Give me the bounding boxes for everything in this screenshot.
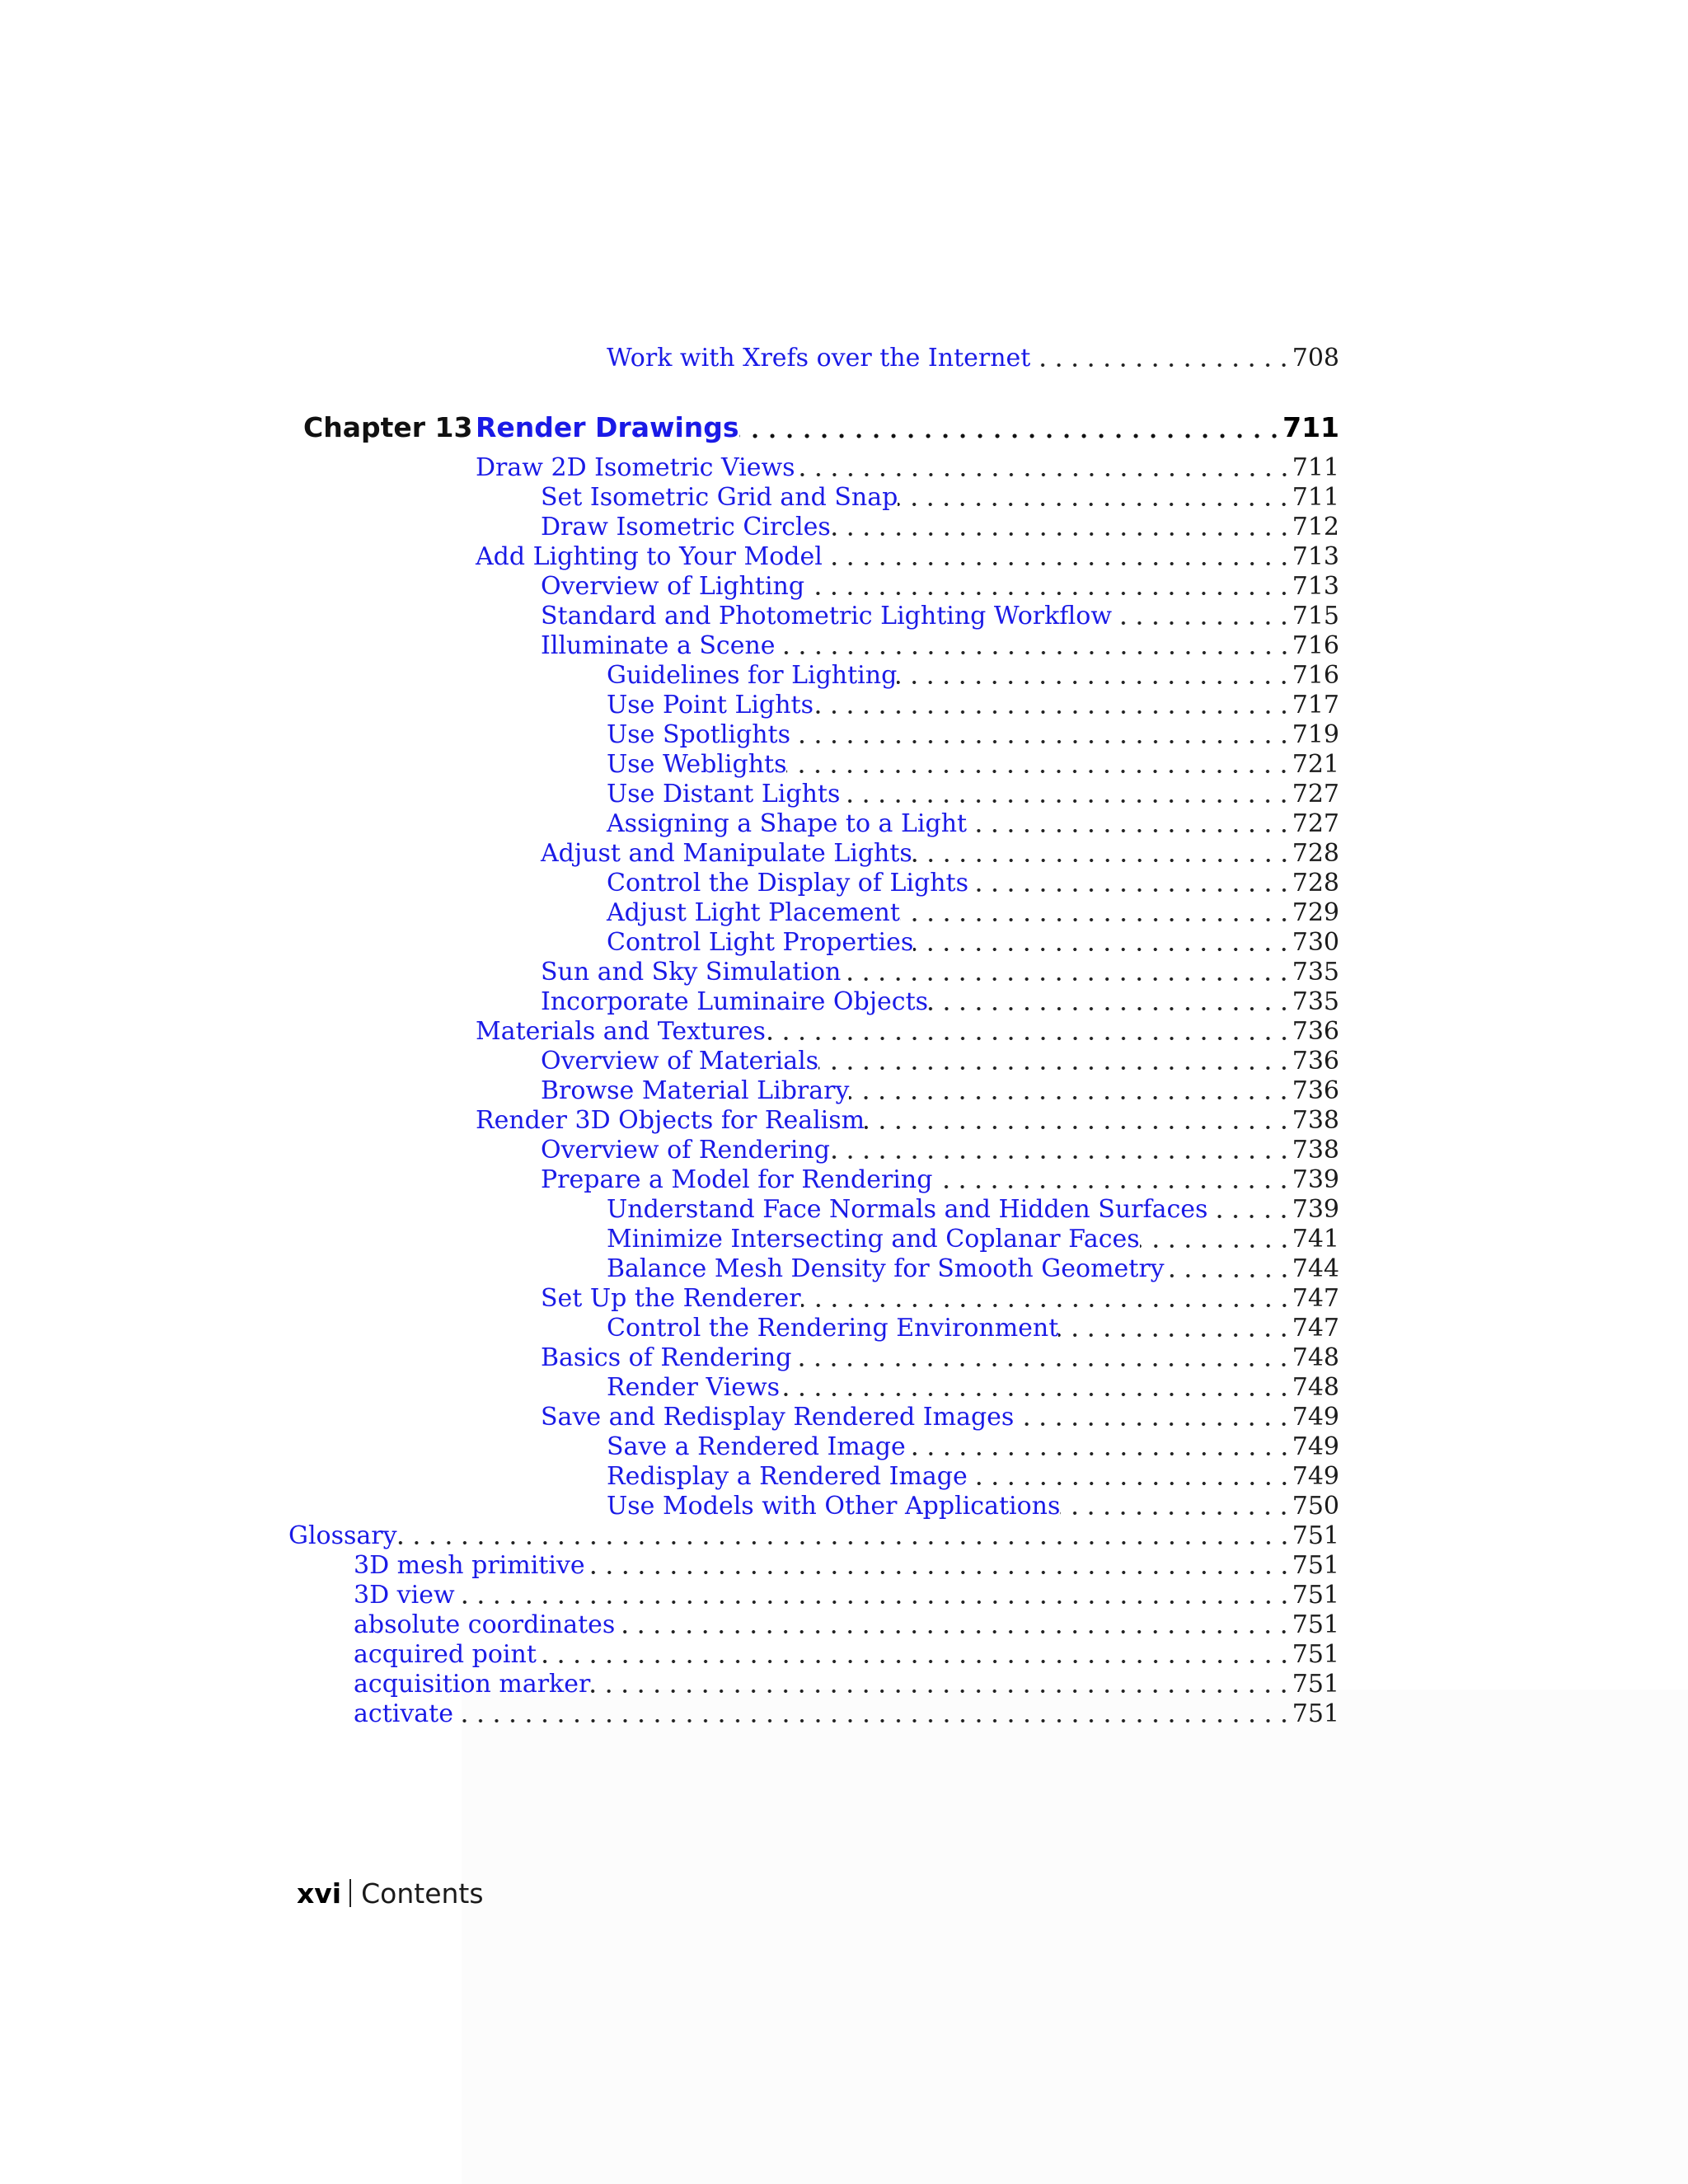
toc-entry-title: Draw Isometric Circles bbox=[541, 513, 831, 541]
toc-entry-page: 730 bbox=[1292, 928, 1339, 957]
toc-entry-title: Browse Material Library bbox=[541, 1076, 850, 1105]
toc-entry[interactable] bbox=[607, 809, 1339, 839]
toc-entry-title: Redisplay a Rendered Image bbox=[607, 1462, 968, 1491]
toc-entry[interactable] bbox=[476, 542, 1339, 572]
toc-entry-title: Render Views bbox=[607, 1373, 781, 1402]
toc-leader-dots bbox=[1112, 602, 1292, 631]
toc-entry-title: Use Models with Other Applications bbox=[607, 1492, 1061, 1521]
toc-entry-title: Incorporate Luminaire Objects bbox=[541, 987, 929, 1016]
toc-entry-page: 717 bbox=[1292, 691, 1339, 719]
glossary-entry-title: acquired point bbox=[354, 1640, 537, 1669]
toc-leader-dots bbox=[455, 1581, 1292, 1610]
toc-entry[interactable] bbox=[541, 1284, 1339, 1314]
toc-entry-page: 736 bbox=[1292, 1017, 1339, 1046]
toc-leader-dots bbox=[849, 1076, 1292, 1106]
toc-leader-dots bbox=[776, 631, 1292, 661]
toc-leader-dots bbox=[968, 869, 1292, 898]
toc-entry-page: 713 bbox=[1292, 572, 1339, 601]
toc-entry-page: 715 bbox=[1292, 602, 1339, 630]
toc-entry[interactable] bbox=[541, 839, 1339, 869]
toc-entry-page: 735 bbox=[1292, 958, 1339, 987]
toc-entry-page: 750 bbox=[1292, 1492, 1339, 1521]
toc-entry[interactable] bbox=[607, 1225, 1339, 1254]
toc-entry-title: Adjust and Manipulate Lights bbox=[541, 839, 912, 868]
toc-leader-dots bbox=[585, 1551, 1292, 1581]
glossary-entry[interactable] bbox=[354, 1640, 1339, 1670]
toc-entry-page: 747 bbox=[1292, 1314, 1339, 1343]
toc-entry-title: Overview of Rendering bbox=[541, 1136, 830, 1165]
toc-entry[interactable] bbox=[541, 1076, 1339, 1106]
toc-entry[interactable] bbox=[607, 1462, 1339, 1492]
glossary-entry-page: 751 bbox=[1292, 1670, 1339, 1699]
chapter-title-render-drawings[interactable] bbox=[476, 411, 1339, 444]
toc-entry[interactable] bbox=[476, 1017, 1339, 1047]
toc-entry-page: 728 bbox=[1292, 869, 1339, 898]
toc-leader-dots bbox=[1014, 1403, 1292, 1432]
footer-separator bbox=[349, 1879, 351, 1907]
toc-entry-page: 713 bbox=[1292, 542, 1339, 571]
toc-leader-dots bbox=[590, 1670, 1292, 1699]
toc-entry-title: Standard and Photometric Lighting Workflow bbox=[541, 602, 1113, 630]
toc-leader-dots bbox=[1140, 1225, 1292, 1254]
toc-entry[interactable] bbox=[607, 928, 1339, 958]
toc-entry-title: Overview of Materials bbox=[541, 1047, 819, 1076]
toc-entry-title: Materials and Textures bbox=[476, 1017, 766, 1046]
footer-section-label: Contents bbox=[361, 1877, 484, 1910]
toc-entry-glossary[interactable] bbox=[288, 1521, 1339, 1551]
toc-entry-page: 747 bbox=[1292, 1284, 1339, 1313]
glossary-entry-page: 751 bbox=[1292, 1640, 1339, 1669]
toc-entry-title: Save and Redisplay Rendered Images bbox=[541, 1403, 1015, 1432]
toc-leader-dots bbox=[900, 898, 1292, 928]
toc-entry-page: 727 bbox=[1292, 809, 1339, 838]
toc-entry[interactable] bbox=[607, 1195, 1339, 1225]
toc-leader-dots bbox=[814, 691, 1292, 720]
toc-entry[interactable] bbox=[541, 1343, 1339, 1373]
toc-entry-page: 736 bbox=[1292, 1047, 1339, 1076]
toc-entry-title: Use Spotlights bbox=[607, 720, 791, 749]
toc-entry-title: Save a Rendered Image bbox=[607, 1432, 906, 1461]
toc-entry[interactable] bbox=[607, 720, 1339, 750]
toc-entry[interactable] bbox=[607, 1314, 1339, 1343]
toc-leader-dots bbox=[791, 1343, 1292, 1373]
toc-entry-page: 744 bbox=[1292, 1254, 1339, 1283]
toc-entry-title: Overview of Lighting bbox=[541, 572, 805, 601]
toc-entry-title: Assigning a Shape to a Light bbox=[607, 809, 968, 838]
glossary-entry-page: 751 bbox=[1292, 1581, 1339, 1610]
glossary-entry[interactable] bbox=[354, 1699, 1339, 1729]
glossary-entry[interactable] bbox=[354, 1581, 1339, 1610]
toc-entry-title: Add Lighting to Your Model bbox=[476, 542, 823, 571]
toc-leader-dots bbox=[739, 411, 1283, 444]
glossary-entry-page: 751 bbox=[1292, 1699, 1339, 1728]
toc-entry[interactable] bbox=[607, 898, 1339, 928]
toc-entry-title: Adjust Light Placement bbox=[607, 898, 900, 927]
toc-leader-dots bbox=[1058, 1314, 1292, 1343]
toc-leader-dots bbox=[1165, 1254, 1292, 1284]
toc-leader-dots bbox=[537, 1640, 1292, 1670]
toc-entry-page: 748 bbox=[1292, 1373, 1339, 1402]
toc-entry[interactable] bbox=[541, 987, 1339, 1017]
toc-leader-dots bbox=[453, 1699, 1292, 1729]
toc-entry-title: Use Point Lights bbox=[607, 691, 814, 719]
toc-leader-dots bbox=[823, 542, 1292, 572]
toc-leader-dots bbox=[912, 839, 1292, 869]
toc-entry[interactable] bbox=[607, 780, 1339, 809]
toc-entry-title: Render 3D Objects for Realism bbox=[476, 1106, 865, 1135]
chapter-label: Chapter 13 bbox=[303, 411, 473, 443]
glossary-entry-title: 3D view bbox=[354, 1581, 455, 1610]
toc-leader-dots bbox=[841, 958, 1292, 987]
toc-entry[interactable] bbox=[541, 958, 1339, 987]
glossary-entry-title: 3D mesh primitive bbox=[354, 1551, 585, 1580]
toc-entry-page: 739 bbox=[1292, 1195, 1339, 1224]
toc-entry-page: 721 bbox=[1292, 750, 1339, 779]
toc-entry[interactable] bbox=[607, 1254, 1339, 1284]
toc-entry-page: 729 bbox=[1292, 898, 1339, 927]
toc-entry-xrefs-internet[interactable] bbox=[607, 344, 1339, 373]
toc-leader-dots bbox=[913, 928, 1292, 958]
toc-entry[interactable] bbox=[541, 1047, 1339, 1076]
toc-leader-dots bbox=[818, 1047, 1292, 1076]
toc-leader-dots bbox=[897, 661, 1292, 691]
toc-entry-page: 749 bbox=[1292, 1462, 1339, 1491]
glossary-entry-title: acquisition marker bbox=[354, 1670, 591, 1699]
toc-entry-title: Control Light Properties bbox=[607, 928, 914, 957]
glossary-entry[interactable] bbox=[354, 1610, 1339, 1640]
toc-leader-dots bbox=[1207, 1195, 1292, 1225]
toc-entry[interactable] bbox=[541, 602, 1339, 631]
toc-leader-dots bbox=[898, 483, 1292, 513]
toc-entry-page: 708 bbox=[1292, 344, 1339, 373]
toc-entry-page: 711 bbox=[1292, 453, 1339, 482]
toc-entry-page: 727 bbox=[1292, 780, 1339, 808]
toc-leader-dots bbox=[766, 1017, 1292, 1047]
toc-entry[interactable] bbox=[607, 661, 1339, 691]
toc-entry-page: 728 bbox=[1292, 839, 1339, 868]
toc-entry-title: Balance Mesh Density for Smooth Geometry bbox=[607, 1254, 1165, 1283]
toc-entry-page: 716 bbox=[1292, 631, 1339, 660]
toc-entry-page: 748 bbox=[1292, 1343, 1339, 1372]
toc-entry-title: Set Up the Renderer bbox=[541, 1284, 801, 1313]
toc-entry[interactable] bbox=[607, 1373, 1339, 1403]
toc-entry-title: Control the Rendering Environment bbox=[607, 1314, 1059, 1343]
toc-entry[interactable] bbox=[607, 750, 1339, 780]
footer-page-number: xvi bbox=[297, 1877, 342, 1910]
toc-entry-title: Work with Xrefs over the Internet bbox=[607, 344, 1031, 373]
chapter-title: Render Drawings bbox=[476, 411, 739, 443]
toc-entry[interactable] bbox=[541, 483, 1339, 513]
toc-entry-title: Use Weblights bbox=[607, 750, 787, 779]
toc-leader-dots bbox=[906, 1432, 1292, 1462]
toc-entry[interactable] bbox=[541, 572, 1339, 602]
toc-entry-page: 741 bbox=[1292, 1225, 1339, 1254]
toc-entry-title: Minimize Intersecting and Coplanar Faces bbox=[607, 1225, 1140, 1254]
toc-entry[interactable] bbox=[541, 631, 1339, 661]
toc-leader-dots bbox=[831, 513, 1292, 542]
page-footer bbox=[297, 1877, 484, 1910]
toc-entry-title: Control the Display of Lights bbox=[607, 869, 968, 898]
toc-entry[interactable] bbox=[476, 453, 1339, 483]
toc-entry-page: 716 bbox=[1292, 661, 1339, 690]
toc-entry-page: 749 bbox=[1292, 1403, 1339, 1432]
toc-entry[interactable] bbox=[541, 513, 1339, 542]
toc-entry[interactable] bbox=[476, 1106, 1339, 1136]
toc-leader-dots bbox=[967, 809, 1292, 839]
glossary-entry[interactable] bbox=[354, 1670, 1339, 1699]
toc-entry[interactable] bbox=[607, 691, 1339, 720]
toc-entry-title: Understand Face Normals and Hidden Surfaces bbox=[607, 1195, 1208, 1224]
toc-entry-title: Illuminate a Scene bbox=[541, 631, 776, 660]
toc-entry[interactable] bbox=[541, 1403, 1339, 1432]
toc-leader-dots bbox=[801, 1284, 1292, 1314]
toc-leader-dots bbox=[932, 1165, 1292, 1195]
toc-leader-dots bbox=[804, 572, 1292, 602]
toc-leader-dots bbox=[790, 720, 1292, 750]
toc-entry-page: 738 bbox=[1292, 1106, 1339, 1135]
toc-entry-page: 735 bbox=[1292, 987, 1339, 1016]
toc-entry-title: Use Distant Lights bbox=[607, 780, 841, 808]
toc-leader-dots bbox=[1060, 1492, 1292, 1521]
toc-leader-dots bbox=[1030, 344, 1292, 373]
toc-entry-title: Prepare a Model for Rendering bbox=[541, 1165, 933, 1194]
glossary-title: Glossary bbox=[288, 1521, 397, 1550]
glossary-entry-page: 751 bbox=[1292, 1610, 1339, 1639]
glossary-entry-page: 751 bbox=[1292, 1551, 1339, 1580]
toc-entry-title: Guidelines for Lighting bbox=[607, 661, 898, 690]
toc-entry[interactable] bbox=[607, 1492, 1339, 1521]
toc-entry-page: 711 bbox=[1292, 483, 1339, 512]
glossary-entry[interactable] bbox=[354, 1551, 1339, 1581]
toc-entry-page: 749 bbox=[1292, 1432, 1339, 1461]
toc-leader-dots bbox=[830, 1136, 1292, 1165]
toc-entry[interactable] bbox=[607, 1432, 1339, 1462]
toc-entry-title: Basics of Rendering bbox=[541, 1343, 792, 1372]
toc-entry[interactable] bbox=[541, 1136, 1339, 1165]
glossary-page: 751 bbox=[1292, 1521, 1339, 1550]
toc-leader-dots bbox=[795, 453, 1292, 483]
toc-entry-page: 736 bbox=[1292, 1076, 1339, 1105]
toc-entry-page: 739 bbox=[1292, 1165, 1339, 1194]
chapter-page: 711 bbox=[1282, 411, 1339, 443]
glossary-entry-title: absolute coordinates bbox=[354, 1610, 616, 1639]
toc-entry[interactable] bbox=[607, 869, 1339, 898]
toc-leader-dots bbox=[840, 780, 1292, 809]
toc-leader-dots bbox=[968, 1462, 1292, 1492]
toc-leader-dots bbox=[786, 750, 1292, 780]
toc-entry-title: Sun and Sky Simulation bbox=[541, 958, 842, 987]
glossary-entry-title: activate bbox=[354, 1699, 453, 1728]
toc-entry-page: 719 bbox=[1292, 720, 1339, 749]
toc-entry-title: Set Isometric Grid and Snap bbox=[541, 483, 898, 512]
toc-entry-page: 712 bbox=[1292, 513, 1339, 541]
toc-leader-dots bbox=[780, 1373, 1292, 1403]
toc-leader-dots bbox=[865, 1106, 1292, 1136]
toc-leader-dots bbox=[928, 987, 1292, 1017]
toc-entry-page: 738 bbox=[1292, 1136, 1339, 1165]
toc-entry[interactable] bbox=[541, 1165, 1339, 1195]
toc-leader-dots bbox=[615, 1610, 1292, 1640]
toc-entry-title: Draw 2D Isometric Views bbox=[476, 453, 795, 482]
toc-leader-dots bbox=[397, 1521, 1292, 1551]
